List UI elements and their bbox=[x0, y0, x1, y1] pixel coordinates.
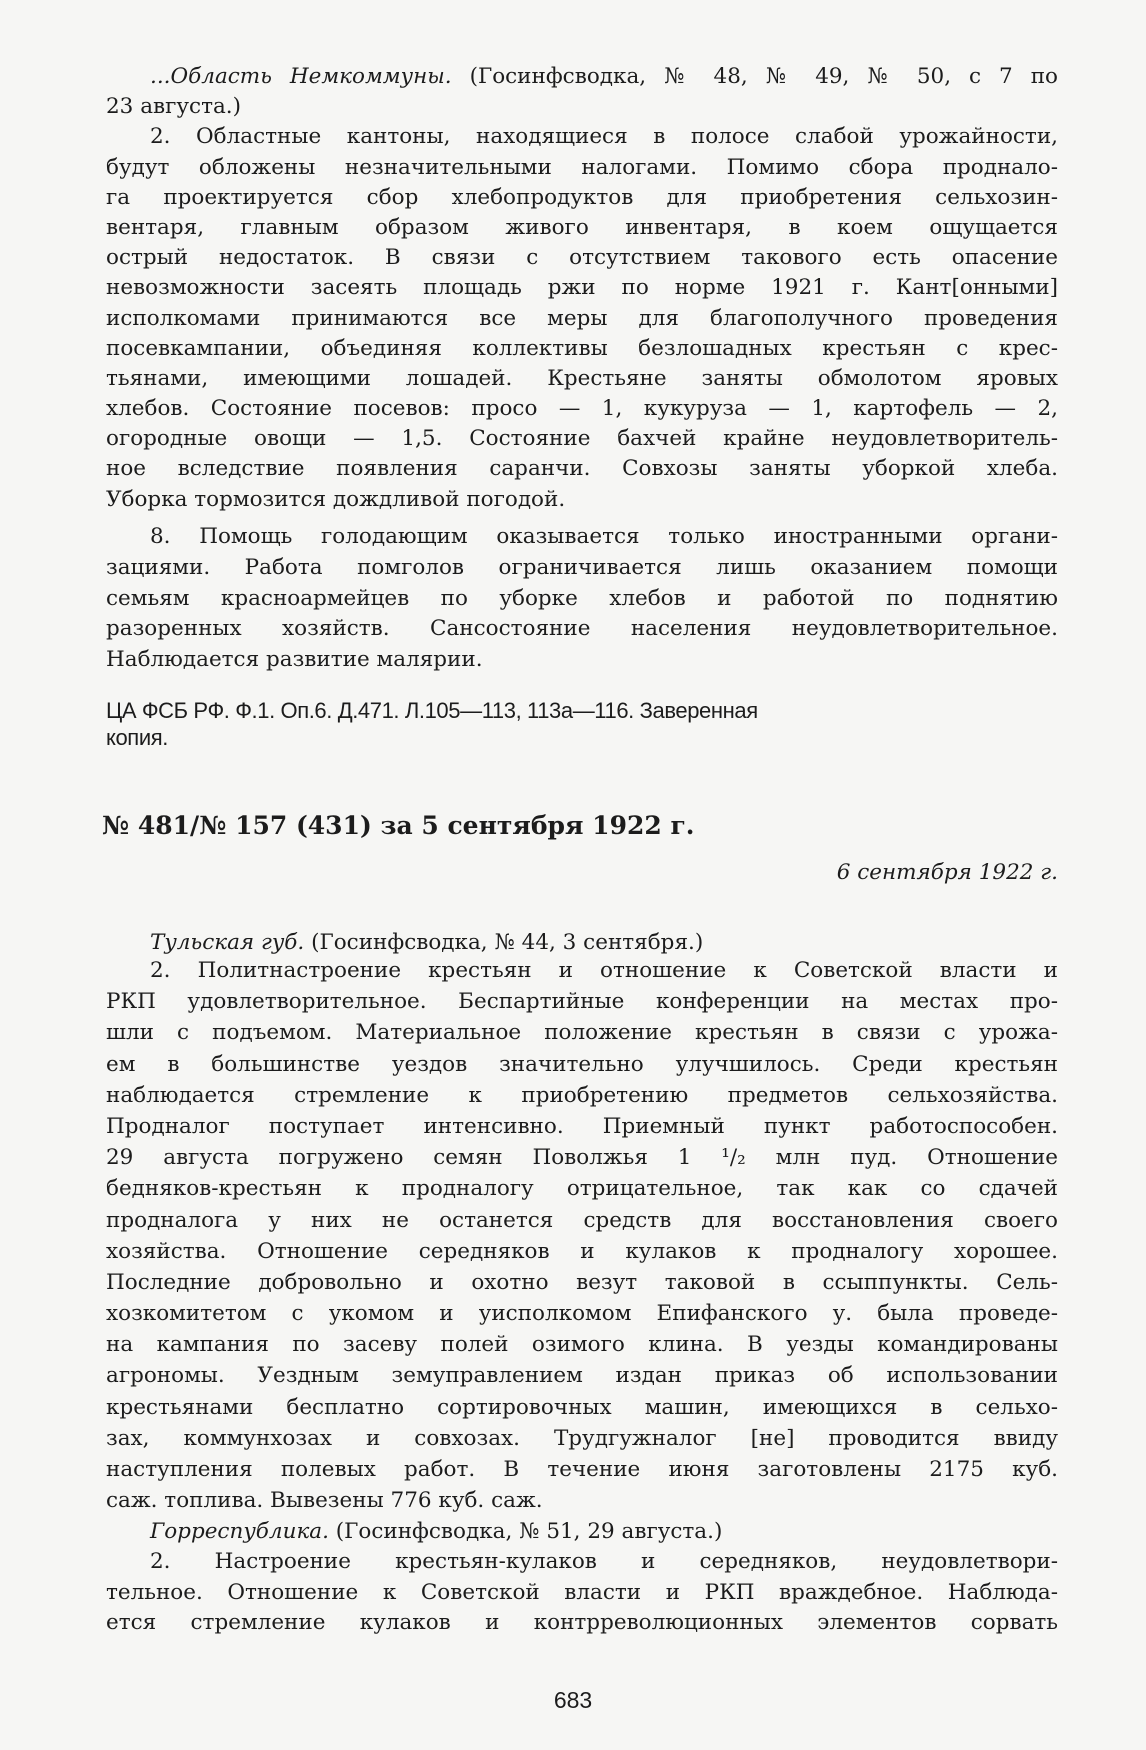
text-line bbox=[106, 304, 1058, 334]
text-line bbox=[106, 522, 1058, 553]
line-text: будут обложены незначительными налогами. Помимо сбора проднало- bbox=[106, 154, 1058, 180]
text-line bbox=[106, 1360, 1058, 1391]
line-text: острый недостаток. В связи с отсутствием такового есть опасение bbox=[106, 245, 1058, 271]
text-line bbox=[106, 1205, 1058, 1236]
line-text: агрономы. Уездным земуправлением издан приказ об использовании bbox=[106, 1363, 1058, 1389]
text-line bbox=[106, 364, 1058, 394]
line-text: ется стремление кулаков и контрреволюционных элементов сорвать bbox=[106, 1610, 1058, 1635]
paragraph-block bbox=[106, 955, 1058, 1517]
text-line bbox=[106, 928, 1058, 958]
line-text: Наблюдается развитие малярии. bbox=[106, 647, 483, 672]
text-line bbox=[106, 1392, 1058, 1423]
line-text: (Госинфсводка, № 44, 3 сентября.) bbox=[304, 930, 704, 955]
line-text: ем в большинстве уездов значительно улучшилось. Среди крестьян bbox=[106, 1051, 1058, 1077]
paragraph-block bbox=[106, 1517, 1058, 1547]
line-text: 2. Настроение крестьян-кулаков и середняков, неудовлетвори- bbox=[150, 1549, 1058, 1574]
line-text: зациями. Работа помголов ограничивается лишь оказанием помощи bbox=[106, 554, 1058, 580]
text-line bbox=[106, 1298, 1058, 1329]
text-line bbox=[106, 153, 1058, 183]
paragraph-block bbox=[106, 1547, 1058, 1639]
text-line bbox=[106, 614, 1058, 645]
source-line: ЦА ФСБ РФ. Ф.1. Оп.6. Д.471. Л.105—113, 113а—116. Заверенная bbox=[106, 698, 758, 723]
text-line bbox=[106, 485, 1058, 515]
text-line bbox=[106, 1236, 1058, 1267]
line-text: продналога у них не останется средств для восстановления своего bbox=[106, 1207, 1058, 1233]
text-line bbox=[106, 1423, 1058, 1454]
document-date: 6 сентября 1922 г. bbox=[836, 860, 1058, 885]
line-text: 2. Политнастроение крестьян и отношение к Советской власти и bbox=[150, 958, 1058, 983]
line-text: 23 августа.) bbox=[106, 94, 242, 120]
text-line bbox=[106, 1608, 1058, 1639]
text-line bbox=[106, 122, 1058, 152]
line-text: невозможности засеять площадь ржи по норме 1921 г. Кант[онными] bbox=[106, 275, 1058, 301]
line-text: хлебов. Состояние посевов: просо — 1, кукуруза — 1, картофель — 2, bbox=[106, 396, 1058, 422]
line-text: на кампания по засеву полей озимого клина. В уезды командированы bbox=[106, 1332, 1058, 1358]
line-text: хозяйства. Отношение середняков и кулаков к продналогу хорошее. bbox=[106, 1238, 1058, 1264]
italic-lead: ...Область Немкоммуны. bbox=[150, 64, 452, 89]
text-line bbox=[106, 334, 1058, 364]
line-text: семьям красноармейцев по уборке хлебов и работой по поднятию bbox=[106, 585, 1058, 611]
text-line bbox=[106, 645, 1058, 676]
text-line bbox=[106, 1080, 1058, 1111]
text-line bbox=[106, 584, 1058, 615]
archive-source-citation bbox=[106, 697, 1006, 751]
italic-lead: Горреспублика. bbox=[150, 1519, 329, 1544]
line-text: саж. топлива. Вывезены 776 куб. саж. bbox=[106, 1488, 543, 1514]
text-line bbox=[106, 1173, 1058, 1204]
text-line bbox=[106, 986, 1058, 1017]
italic-lead: Тульская губ. bbox=[150, 930, 305, 955]
text-line bbox=[106, 1485, 1058, 1516]
line-text: тьянами, имеющими лошадей. Крестьяне заняты обмолотом яровых bbox=[106, 365, 1058, 391]
document-heading: № 481/№ 157 (431) за 5 сентября 1922 г. bbox=[102, 811, 695, 840]
text-line bbox=[106, 92, 1058, 122]
line-text: наступления полевых работ. В течение июня заготовлены 2175 куб. bbox=[106, 1457, 1058, 1482]
line-text: (Госинфсводка, № 48, № 49, № 50, с 7 по bbox=[451, 64, 1058, 89]
line-text: 2. Областные кантоны, находящиеся в полосе слабой урожайности, bbox=[150, 124, 1058, 150]
text-line bbox=[106, 1111, 1058, 1142]
line-text: наблюдается стремление к приобретению предметов сельхозяйства. bbox=[106, 1082, 1058, 1108]
line-text: Уборка тормозится дождливой погодой. bbox=[106, 486, 566, 512]
line-text: Последние добровольно и охотно везут таковой в ссыппункты. Сель- bbox=[106, 1269, 1058, 1295]
line-text: ное вследствие появления саранчи. Совхозы заняты уборкой хлеба. bbox=[106, 456, 1058, 482]
line-text: бедняков-крестьян к продналогу отрицательное, так как со сдачей bbox=[106, 1176, 1058, 1202]
line-text: га проектируется сбор хлебопродуктов для приобретения сельхозин- bbox=[106, 184, 1058, 210]
text-line bbox=[106, 1017, 1058, 1048]
text-line bbox=[106, 1547, 1058, 1578]
text-line bbox=[106, 454, 1058, 484]
line-text: зах, коммунхозах и совхозах. Трудгужналог [не] проводится ввиду bbox=[106, 1425, 1058, 1451]
source-line: копия. bbox=[106, 725, 168, 750]
paragraph-block bbox=[106, 522, 1058, 676]
line-text: исполкомами принимаются все меры для благополучного проведения bbox=[106, 305, 1058, 331]
line-text: посевкампании, объединяя коллективы безлошадных крестьян с крес- bbox=[106, 335, 1058, 361]
line-text: шли с подъемом. Материальное положение крестьян в связи с урожа- bbox=[106, 1020, 1058, 1046]
page-number: 683 bbox=[553, 1687, 593, 1713]
text-line bbox=[106, 1142, 1058, 1173]
text-line bbox=[106, 1267, 1058, 1298]
paragraph-block bbox=[106, 62, 1058, 515]
line-text: крестьянами бесплатно сортировочных машин, имеющихся в сельхо- bbox=[106, 1394, 1058, 1420]
text-line bbox=[106, 553, 1058, 584]
line-text: Продналог поступает интенсивно. Приемный пункт работоспособен. bbox=[106, 1113, 1058, 1139]
text-line bbox=[106, 394, 1058, 424]
text-line bbox=[106, 955, 1058, 986]
text-line bbox=[106, 62, 1058, 92]
line-text: тельное. Отношение к Советской власти и РКП враждебное. Наблюда- bbox=[106, 1579, 1058, 1605]
text-line bbox=[106, 183, 1058, 213]
line-text: РКП удовлетворительное. Беспартийные конференции на местах про- bbox=[106, 989, 1058, 1015]
text-line bbox=[106, 1517, 1058, 1547]
line-text: 29 августа погружено семян Поволжья 1 ¹/₂ млн пуд. Отношение bbox=[106, 1145, 1058, 1171]
text-line bbox=[106, 273, 1058, 303]
text-line bbox=[106, 213, 1058, 243]
text-line bbox=[106, 1329, 1058, 1360]
line-text: разоренных хозяйств. Сансостояние населения неудовлетворительное. bbox=[106, 616, 1058, 642]
line-text: вентаря, главным образом живого инвентаря, в коем ощущается bbox=[106, 214, 1058, 240]
text-line bbox=[106, 1454, 1058, 1485]
line-text: хозкомитетом с укомом и уисполкомом Епифанского у. была проведе- bbox=[106, 1301, 1058, 1327]
text-line bbox=[106, 1578, 1058, 1609]
line-text: 8. Помощь голодающим оказывается только иностранными органи- bbox=[150, 524, 1058, 549]
text-line bbox=[106, 243, 1058, 273]
text-line bbox=[106, 1049, 1058, 1080]
line-text: (Госинфсводка, № 51, 29 августа.) bbox=[328, 1519, 723, 1544]
paragraph-block bbox=[106, 928, 1058, 958]
line-text: огородные овощи — 1,5. Состояние бахчей крайне неудовлетворитель- bbox=[106, 426, 1058, 452]
text-line bbox=[106, 424, 1058, 454]
